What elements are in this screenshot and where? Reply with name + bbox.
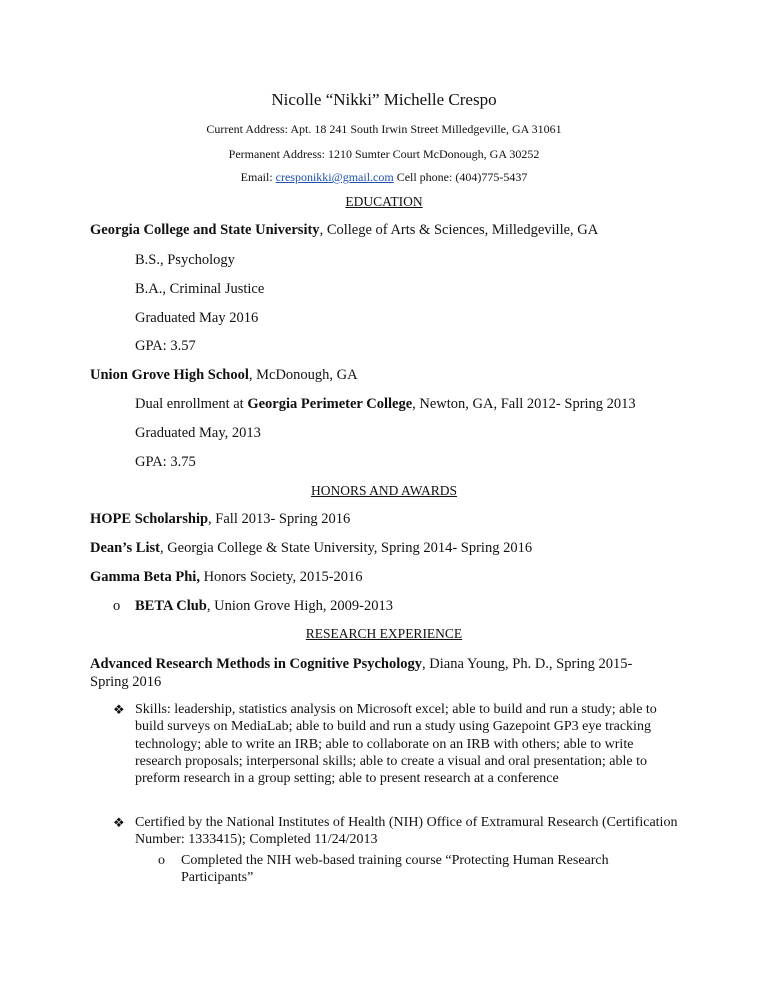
dual-rest: , Newton, GA, Fall 2012- Spring 2013 <box>412 396 636 412</box>
beta-title: BETA Club <box>135 598 207 614</box>
ugh-graduated: Graduated May, 2013 <box>135 425 261 441</box>
nih-course: Completed the NIH web-based training course “Protecting Human Research Participants” <box>181 853 609 886</box>
gamma-rest: Honors Society, 2015-2016 <box>199 569 363 585</box>
ugh-gpa: GPA: 3.75 <box>135 454 196 470</box>
email-link[interactable]: cresponikki@gmail.com <box>275 170 394 184</box>
deans-title: Dean’s List <box>90 540 160 556</box>
ugh-school: Union Grove High School <box>90 367 249 383</box>
diamond-bullet-icon: ❖ <box>113 815 125 830</box>
ugh-line <box>90 367 358 384</box>
hope-rest: , Fall 2013- Spring 2016 <box>208 511 351 527</box>
deans-rest: , Georgia College & State University, Spring 2014- Spring 2016 <box>159 540 533 556</box>
sub-bullet: o <box>158 853 165 868</box>
gamma-title: Gamma Beta Phi, <box>90 569 200 585</box>
cell-phone: Cell phone: (404)775-5437 <box>396 170 528 184</box>
gcsu-school: Georgia College and State University <box>90 222 320 238</box>
education-heading: EDUCATION <box>345 194 423 209</box>
dual-prefix: Dual enrollment at <box>135 396 248 412</box>
deans-line <box>90 540 532 557</box>
dual-school: Georgia Perimeter College <box>247 396 413 412</box>
beta-line <box>135 598 393 615</box>
honors-heading: HONORS AND AWARDS <box>311 483 457 498</box>
permanent-address: Permanent Address: 1210 Sumter Court McDonough, GA 30252 <box>228 147 540 161</box>
gcsu-rest: , College of Arts & Sciences, Milledgeville, GA <box>319 222 599 238</box>
hope-line <box>90 511 350 528</box>
gcsu-degree-2: B.A., Criminal Justice <box>135 281 265 297</box>
dual-enrollment <box>135 396 636 413</box>
beta-bullet: o <box>113 598 121 614</box>
diamond-bullet-icon: ❖ <box>113 702 125 717</box>
course-line-2: Spring 2016 <box>90 674 162 690</box>
course-line <box>90 656 632 673</box>
nih-certified: Certified by the National Institutes of Health (NIH) Office of Extramural Research (Certification Number: 1333415); Completed 11/24/2013 <box>135 815 678 848</box>
beta-rest: , Union Grove High, 2009-2013 <box>206 598 393 614</box>
hope-title: HOPE Scholarship <box>90 511 209 527</box>
skills-paragraph: Skills: leadership, statistics analysis on Microsoft excel; able to build and run a study; able to build surveys on MediaLab; able to build and run a study using Gazepoint GP3 eye tracking technology; able to write an IRB; able to collaborate on an IRB with others; able to write research proposals; interpersonal skills; able to create a visual and oral presentation; able to preform research in a group setting; able to present research at a conference <box>135 702 657 787</box>
course-title: Advanced Research Methods in Cognitive Psychology <box>90 656 423 672</box>
research-heading: RESEARCH EXPERIENCE <box>305 626 463 641</box>
contact-line <box>0 170 768 185</box>
gamma-line <box>90 569 363 586</box>
gcsu-degree-1: B.S., Psychology <box>135 252 235 268</box>
resume-name: Nicolle “Nikki” Michelle Crespo <box>271 90 497 109</box>
ugh-rest: , McDonough, GA <box>248 367 358 383</box>
gcsu-graduated: Graduated May 2016 <box>135 310 259 326</box>
current-address: Current Address: Apt. 18 241 South Irwin Street Milledgeville, GA 31061 <box>206 122 562 136</box>
email-label: Email: <box>240 170 273 184</box>
gcsu-line <box>90 222 598 239</box>
gcsu-gpa: GPA: 3.57 <box>135 338 196 354</box>
course-rest: , Diana Young, Ph. D., Spring 2015- <box>422 656 633 672</box>
